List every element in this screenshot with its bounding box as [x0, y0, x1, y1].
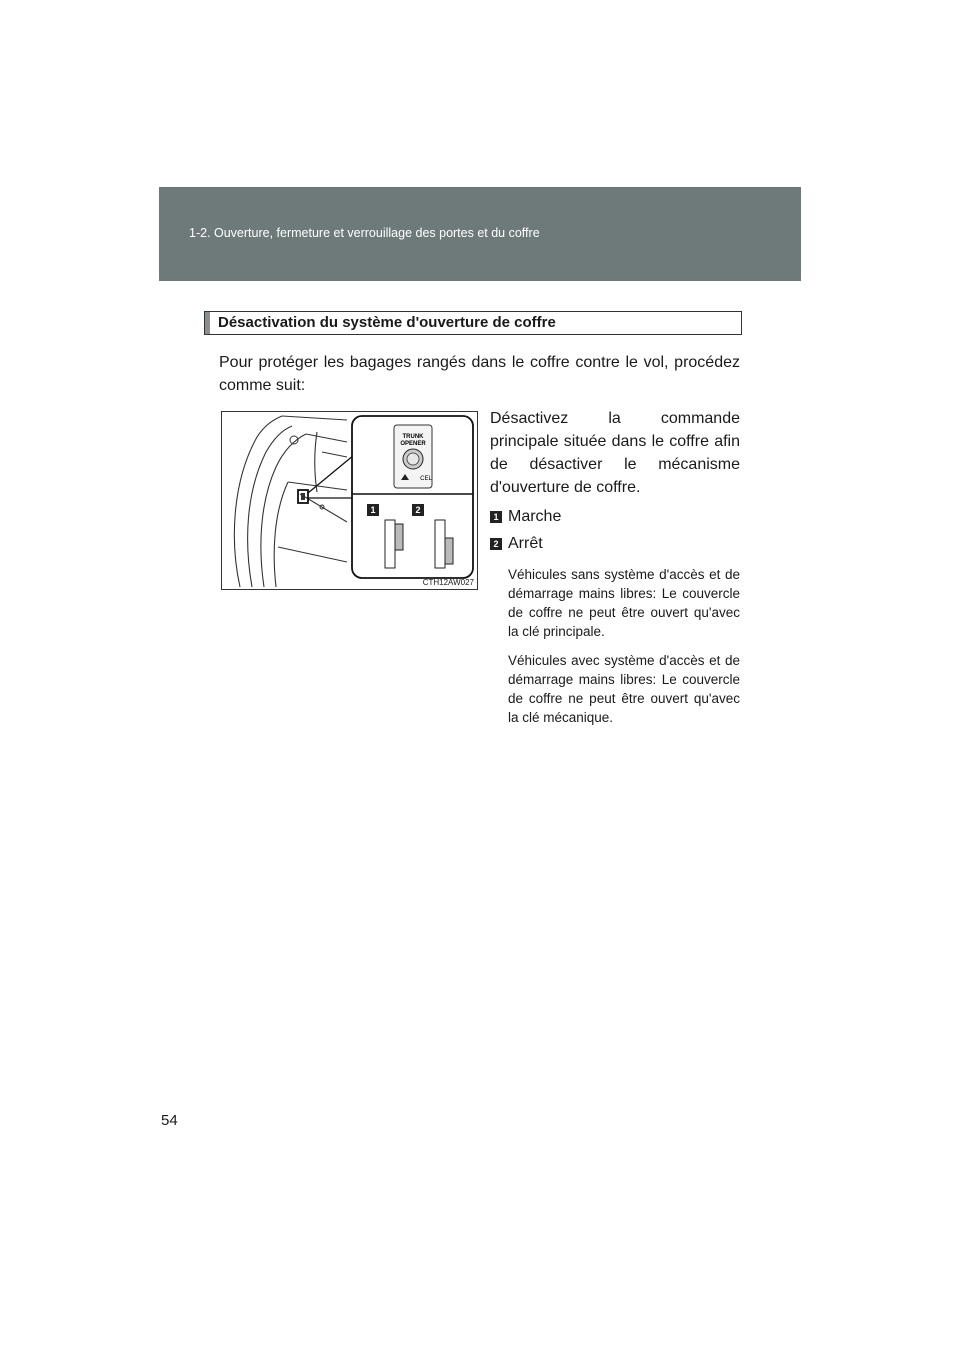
- section-title: Désactivation du système d'ouverture de coffre: [218, 314, 556, 331]
- chapter-header: [159, 187, 801, 281]
- item-2-label: Arrêt: [508, 535, 543, 552]
- item-arret: [490, 534, 740, 553]
- intro-paragraph: Pour protéger les bagages rangés dans le coffre contre le vol, procédez comme suit:: [219, 354, 740, 394]
- item-marche: [490, 507, 740, 526]
- trunk-interior-illustration: [222, 412, 477, 589]
- note-with-smart-key: Véhicules avec système d'accès et de démarrage mains libres: Le couvercle de coffre ne peut être ouvert qu'avec la clé mécanique.: [508, 653, 740, 725]
- trunk-switch-figure: [221, 411, 478, 590]
- section-heading: [204, 311, 742, 335]
- note-without-smart-key: Véhicules sans système d'accès et de démarrage mains libres: Le couvercle de coffre ne peut être ouvert qu'avec la clé principale.: [508, 567, 740, 639]
- figure-code: CTH12AW027: [422, 578, 474, 587]
- chapter-breadcrumb: 1-2. Ouverture, fermeture et verrouillage des portes et du coffre: [189, 226, 540, 240]
- callout-2: 2: [415, 505, 421, 515]
- switch-marks: CEL: [420, 476, 432, 482]
- item-2-badge: 2: [490, 538, 502, 550]
- instruction-text: Désactivez la commande principale située dans le coffre afin de désactiver le mécanisme d'ouverture de coffre.: [490, 410, 740, 496]
- item-1-badge: 1: [490, 511, 502, 523]
- switch-label-line2: OPENER: [400, 441, 426, 447]
- page-number: 54: [161, 1112, 178, 1129]
- callout-1: 1: [370, 505, 376, 515]
- instruction-column: [490, 407, 740, 727]
- item-1-label: Marche: [508, 508, 562, 525]
- section-accent: [205, 312, 210, 334]
- switch-label-line1: TRUNK: [402, 434, 424, 440]
